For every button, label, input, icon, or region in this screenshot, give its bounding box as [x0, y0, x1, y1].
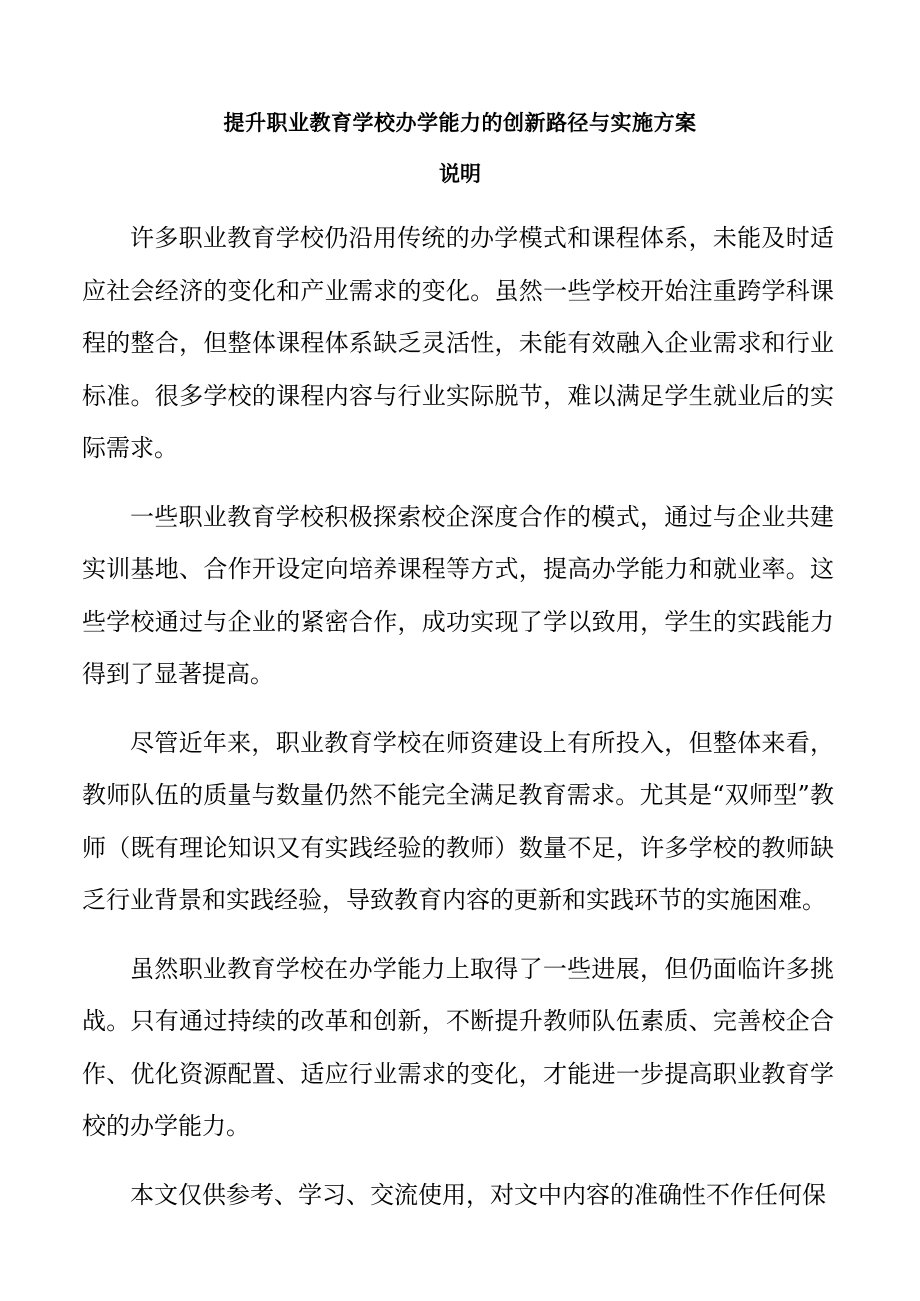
section-heading: 说明 [439, 162, 481, 186]
paragraph-5: 本文仅供参考、学习、交流使用，对文中内容的准确性不作任何保 [130, 1180, 826, 1209]
paragraph-1: 许多职业教育学校仍沿用传统的办学模式和课程体系，未能及时适应社会经济的变化和产业需求的变化。虽然一些学校开始注重跨学科课程的整合，但整体课程体系缺乏灵活性，未能有效融入企业需求和行业标准。很多学校的课程内容与行业实际脱节，难以满足学生就业后的实际需求。 [82, 224, 834, 462]
document-title: 提升职业教育学校办学能力的创新路径与实施方案 [223, 111, 697, 135]
paragraph-2: 一些职业教育学校积极探索校企深度合作的模式，通过与企业共建实训基地、合作开设定向培养课程等方式，提高办学能力和就业率。这些学校通过与企业的紧密合作，成功实现了学以致用，学生的实践能力得到了显著提高。 [82, 502, 834, 688]
paragraph-4: 虽然职业教育学校在办学能力上取得了一些进展，但仍面临许多挑战。只有通过持续的改革和创新，不断提升教师队伍素质、完善校企合作、优化资源配置、适应行业需求的变化，才能进一步提高职业教育学校的办学能力。 [82, 954, 834, 1140]
document-body [82, 212, 834, 1237]
paragraph-3: 尽管近年来，职业教育学校在师资建设上有所投入，但整体来看，教师队伍的质量与数量仍然不能完全满足教育需求。尤其是“双师型”教师（既有理论知识又有实践经验的教师）数量不足，许多学校的教师缺乏行业背景和实践经验，导致教育内容的更新和实践环节的实施困难。 [82, 728, 834, 914]
